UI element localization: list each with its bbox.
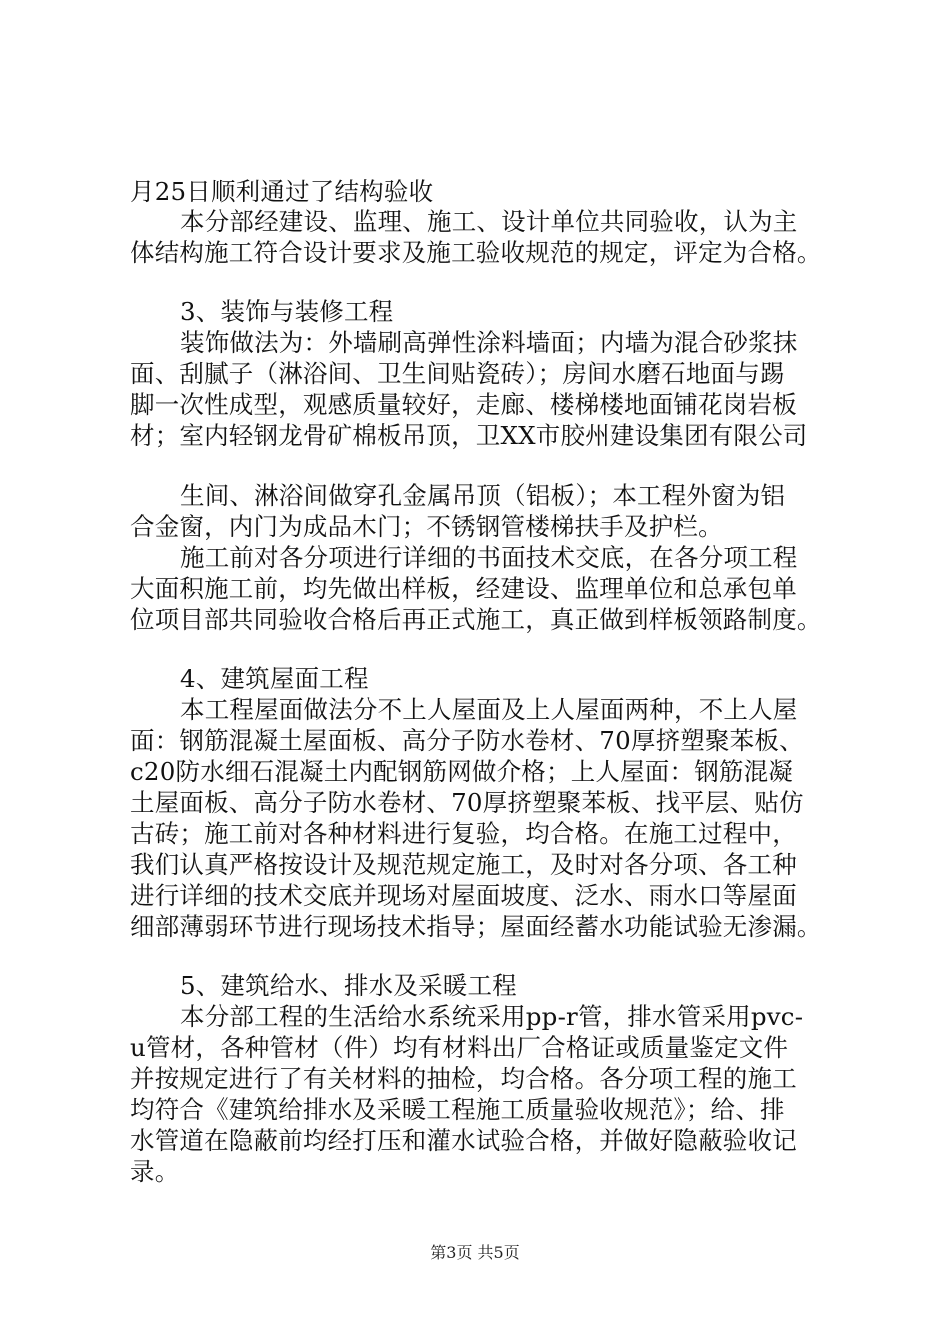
text-line: 古砖；施工前对各种材料进行复验，均合格。在施工过程中， bbox=[130, 819, 797, 848]
text-line: 体结构施工符合设计要求及施工验收规范的规定，评定为合格。 bbox=[130, 238, 822, 267]
page-number-footer: 第3页 共5页 bbox=[430, 1243, 520, 1262]
text-line: 并按规定进行了有关材料的抽检，均合格。各分项工程的施工 bbox=[130, 1064, 797, 1093]
text-line: 脚一次性成型，观感质量较好，走廊、楼梯楼地面铺花岗岩板 bbox=[130, 390, 797, 419]
text-line: 录。 bbox=[130, 1157, 180, 1186]
text-line: 本分部工程的生活给水系统采用pp-r管，排水管采用pvc- bbox=[180, 1002, 804, 1031]
text-line: u管材，各种管材（件）均有材料出厂合格证或质量鉴定文件 bbox=[130, 1033, 789, 1062]
text-line: 月25日顺利通过了结构验收 bbox=[130, 177, 434, 206]
section-heading: 5、建筑给水、排水及采暖工程 bbox=[180, 971, 517, 1000]
text-line: 面、刮腻子（淋浴间、卫生间贴瓷砖）；房间水磨石地面与踢 bbox=[130, 359, 785, 388]
text-line: 合金窗，内门为成品木门；不锈钢管楼梯扶手及护栏。 bbox=[130, 512, 723, 541]
text-line: 装饰做法为：外墙刷高弹性涂料墙面；内墙为混合砂浆抹 bbox=[180, 328, 798, 357]
text-line: 土屋面板、高分子防水卷材、70厚挤塑聚苯板、找平层、贴仿 bbox=[130, 788, 804, 817]
section-heading: 4、建筑屋面工程 bbox=[180, 664, 369, 693]
text-line: 大面积施工前，均先做出样板，经建设、监理单位和总承包单 bbox=[130, 574, 797, 603]
text-line: 位项目部共同验收合格后再正式施工，真正做到样板领路制度。 bbox=[130, 605, 822, 634]
text-line: 本分部经建设、监理、施工、设计单位共同验收，认为主 bbox=[180, 207, 798, 236]
text-line: 我们认真严格按设计及规范规定施工，及时对各分项、各工种 bbox=[130, 850, 797, 879]
text-line: 均符合《建筑给排水及采暖工程施工质量验收规范》；给、排 bbox=[130, 1095, 785, 1124]
text-line: 施工前对各分项进行详细的书面技术交底，在各分项工程 bbox=[180, 543, 798, 572]
text-line: 生间、淋浴间做穿孔金属吊顶（铝板）；本工程外窗为铝 bbox=[180, 481, 786, 510]
text-line: 进行详细的技术交底并现场对屋面坡度、泛水、雨水口等屋面 bbox=[130, 881, 797, 910]
text-line: 本工程屋面做法分不上人屋面及上人屋面两种，不上人屋 bbox=[180, 695, 798, 724]
text-line: c20防水细石混凝土内配钢筋网做介格；上人屋面：钢筋混凝 bbox=[130, 757, 793, 786]
section-heading: 3、装饰与装修工程 bbox=[180, 297, 394, 326]
text-line: 材；室内轻钢龙骨矿棉板吊顶，卫XX市胶州建设集团有限公司 bbox=[130, 421, 808, 450]
text-line: 水管道在隐蔽前均经打压和灌水试验合格，并做好隐蔽验收记 bbox=[130, 1126, 797, 1155]
text-line: 细部薄弱环节进行现场技术指导；屋面经蓄水功能试验无渗漏。 bbox=[130, 912, 822, 941]
text-line: 面：钢筋混凝土屋面板、高分子防水卷材、70厚挤塑聚苯板、 bbox=[130, 726, 804, 755]
